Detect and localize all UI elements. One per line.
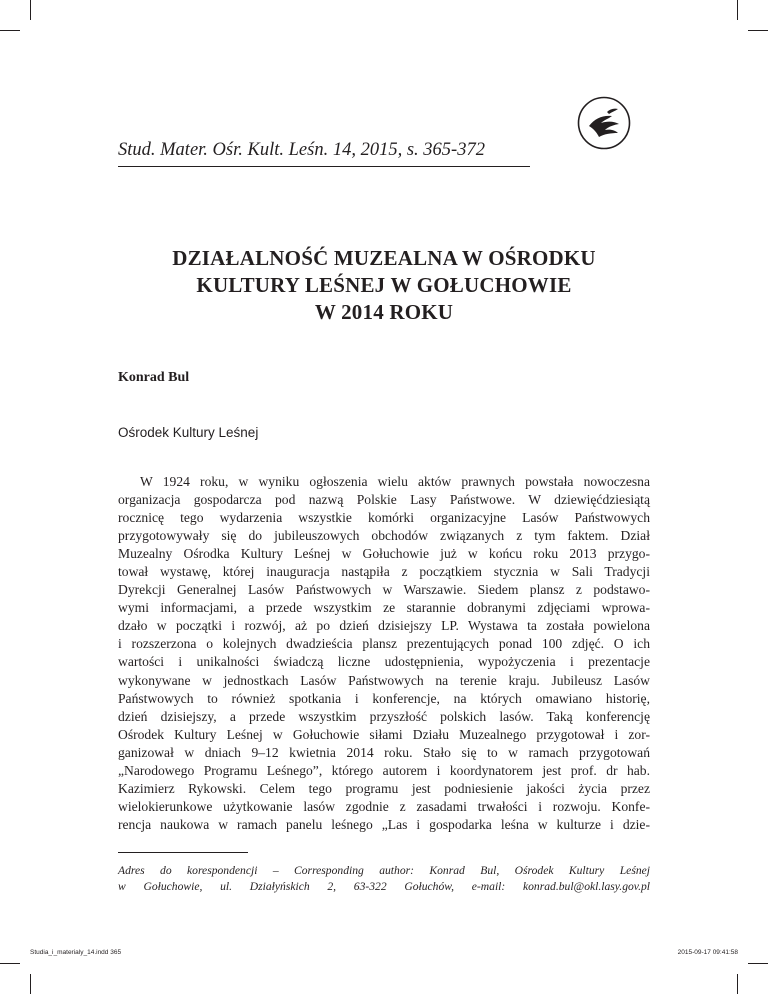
footnote-line: w Gołuchowie, ul. Działyńskich 2, 63-322 Gołuchów, e-mail: konrad.bul@okl.lasy.gov.pl: [118, 880, 650, 893]
crop-mark-tl-v: [30, 0, 31, 20]
footnote-line: Adres do korespondencji – Corresponding author: Konrad Bul, Ośrodek Kultury Leśnej: [118, 864, 650, 877]
title-line: KULTURY LEŚNEJ W GOŁUCHOWIE: [196, 273, 572, 297]
text-line: Muzealny Ośrodka Kultury Leśnej w Gołuchowie już w końcu roku 2013 przygo-: [118, 546, 650, 562]
journal-citation: Stud. Mater. Ośr. Kult. Leśn. 14, 2015, s. 365-372: [118, 140, 485, 160]
journal-emblem-icon: [577, 96, 631, 150]
text-line: Ośrodek Kultury Leśnej w Gołuchowie siłami Działu Muzealnego przygotował i zor-: [118, 726, 650, 742]
header-rule: [118, 166, 530, 167]
footnote-rule: [118, 852, 248, 853]
text-line: wartości i unikalności świadczą liczne udostępnienia, wypożyczenia i prezentacje: [118, 654, 650, 670]
body-paragraph: [118, 473, 650, 834]
text-line: wymi informacjami, a przede wszystkim ze starannie dobranymi zdjęciami wprowa-: [118, 600, 650, 616]
text-line: Kazimierz Rykowski. Celem tego programu jest podniesienie jakości życia przez: [118, 780, 650, 796]
title-line: DZIAŁALNOŚĆ MUZEALNA W OŚRODKU: [172, 246, 596, 270]
text-line: „Narodowego Programu Leśnego”, którego autorem i koordynatorem jest prof. dr hab.: [118, 762, 650, 778]
text-line: tował wystawę, której inauguracja nastąpiła z początkiem stycznia w Sali Tradycji: [118, 564, 650, 580]
crop-mark-br-v: [737, 974, 738, 994]
text-line: ganizował w dniach 9–12 kwietnia 2014 roku. Stało się to w ramach przygotowań: [118, 744, 650, 760]
text-line: przygotowywały się do jubileuszowych obchodów związanych z tym faktem. Dział: [118, 528, 650, 544]
text-line: organizacja gospodarcza pod nazwą Polskie Lasy Państwowe. W dziewięćdziesiątą: [118, 492, 650, 508]
print-slug-datetime: 2015-09-17 09:41:58: [677, 949, 738, 956]
crop-mark-br-h: [748, 963, 768, 964]
text-line: W 1924 roku, w wyniku ogłoszenia wielu aktów prawnych powstała nowoczesna: [140, 474, 650, 489]
text-line: rocznicę tego wydarzenia wszystkie komórki organizacyjne Lasów Państwowych: [118, 510, 650, 526]
text-line: Państwowych to również spotkania i konferencje, na których omawiano historię,: [118, 690, 650, 706]
text-line: wykonywane w jednostkach Lasów Państwowych na terenie kraju. Jubileusz Lasów: [118, 672, 650, 688]
title-line: W 2014 ROKU: [314, 300, 454, 324]
print-slug-filename: Studia_i_materialy_14.indd 365: [30, 949, 122, 956]
text-line: Dyrekcji Generalnej Lasów Państwowych w Warszawie. Siedem plansz z podstawo-: [118, 582, 650, 598]
crop-mark-tr-h: [748, 30, 768, 31]
text-line: i rozszerzona o kolejnych dwadzieścia plansz prezentujących ponad 100 zdjęć. O ich: [118, 636, 650, 652]
text-line: dzało w początki i rozwój, aż po dzień dzisiejszy LP. Wystawa ta została powielona: [118, 618, 650, 634]
crop-mark-tr-v: [737, 0, 738, 20]
author-affiliation: Ośrodek Kultury Leśnej: [118, 425, 259, 440]
text-line: wielokierunkowe użytkowanie lasów zgodnie z zasadami trwałości i rozwoju. Konfe-: [118, 798, 650, 814]
crop-mark-tl-h: [0, 30, 20, 31]
author-name: Konrad Bul: [118, 370, 190, 385]
text-line: rencja naukowa w ramach panelu leśnego „Las i gospodarka leśna w kulturze i dzie-: [118, 816, 650, 832]
text-line: dzień dzisiejszy, a przede wszystkim przyszłość polskich lasów. Taką konferencję: [118, 708, 650, 724]
article-title: [118, 245, 650, 326]
correspondence-footnote: [118, 863, 650, 895]
crop-mark-bl-v: [30, 974, 31, 994]
crop-mark-bl-h: [0, 963, 20, 964]
